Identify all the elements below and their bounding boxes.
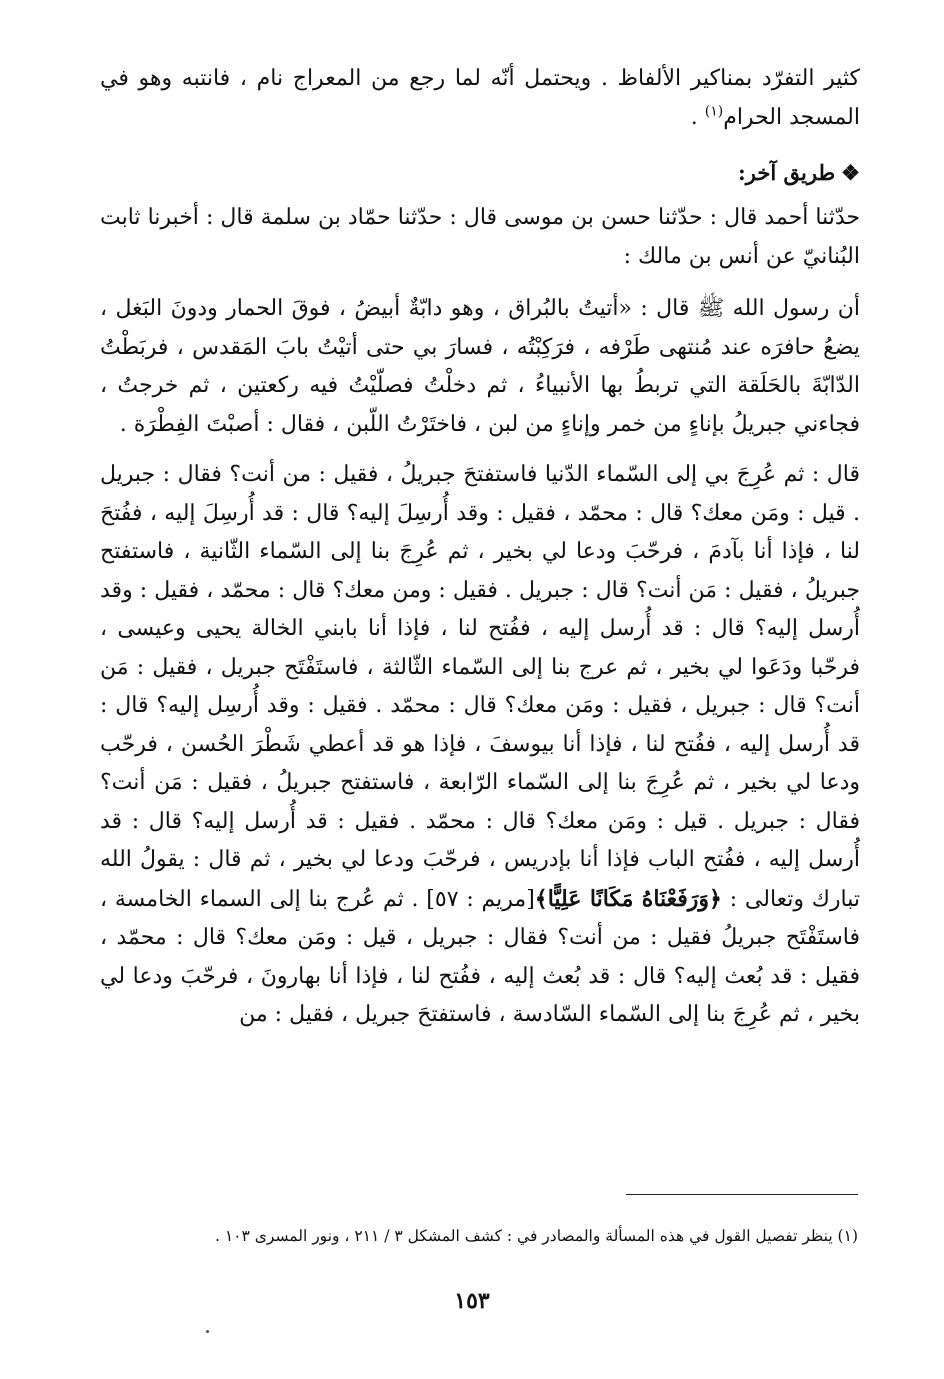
footnote-divider xyxy=(626,1194,858,1195)
diamond-bullet-icon: ❖ xyxy=(841,160,860,185)
hadith-paragraph-1: أن رسول الله ﷺ قال : «أتيتُ بالبُراق ، وهو دابّةٌ أبيضُ ، فوقَ الحمار ودونَ البَغل ، يضعُ حافرَه عند مُنتهى طَرْفه ، فرَكِبْتُه ، فسارَ بي حتى أتيْتُ بابَ المَقدس ، فربَطْتُ الدّابّةَ بالحَلَقة التي تربطُ بها الأنبياءُ ، ثم دخلْتُ فصلّيْتُ فيه ركعتين ، ثم خرجتُ ، فجاءني جبريلُ بإناءٍ من خمر وإناءٍ من لبن ، فاختَرْتُ اللّبن ، فقال : أصبْتَ الفِطْرَة . xyxy=(100,296,860,437)
page-number: ١٥٣ xyxy=(454,1288,490,1314)
isnad-paragraph: حدّثنا أحمد قال : حدّثنا حسن بن موسى قال : حدّثنا حمّاد بن سلمة قال : أخبرنا ثابت البُنانيّ عن أنس بن مالك : xyxy=(100,205,860,269)
intro-paragraph xyxy=(100,60,860,137)
section-heading-text: طريق آخر: xyxy=(738,160,836,185)
scan-speck xyxy=(206,1330,209,1333)
footnote-reference[interactable]: (١) xyxy=(704,103,724,120)
footnote: (١) ينظر تفصيل القول في هذه المسألة والمصادر في : كشف المشكل ٣ / ٢١١ ، ونور المسرى ١٠٣ . xyxy=(215,1227,858,1245)
hadith-text-before-ayah: قال : ثم عُرِجَ بي إلى السّماء الدّنيا فاستفتحَ جبريلُ ، فقيل : من أنت؟ فقال : جبريل . قيل : ومَن معك؟ قال : محمّد ، فقيل : وقد أُرسِلَ إليه؟ قال : قد أُرسِلَ إليه ، ففُتحَ لنا ، فإذا أنا بآدمَ ، فرحّبَ ودعا لي بخير ، ثم عُرِجَ بنا إلى السّماء الثّانية ، فاستفتح جبريلُ ، فقيل : مَن أنت؟ قال : جبريل . فقيل : ومن معك؟ قال : محمّد ، فقيل : وقد أُرسل إليه؟ قال : قد أُرسل إليه ، ففُتح لنا ، فإذا أنا بابني الخالة يحيى وعيسى ، فرحّبا ودَعَوا لي بخير ، ثم عرج بنا إلى السّماء الثّالثة ، فاستَفْتَح جبريل ، فقيل : مَن أنت؟ قال : جبريل ، فقيل : ومَن معك؟ قال : محمّد . فقيل : وقد أُرسِل إليه؟ قال : قد أُرسل إليه ، ففُتح لنا ، فإذا أنا بيوسفَ ، فإذا هو قد أعطي شَطْرَ الحُسن ، فرحّب ودعا لي بخير ، ثم عُرِجَ بنا إلى السّماء الرّابعة ، فاستفتح جبريلُ ، فقيل : مَن أنت؟ فقال : جبريل . قيل : ومَن معك؟ قال : محمّد . فقيل : قد أُرسل إليه؟ قال : قد أُرسل إليه ، ففُتح الباب فإذا أنا بإدريس ، فرحّبَ ودعا لي بخير ، ثم قال : يقولُ الله تبارك وتعالى : xyxy=(100,462,861,912)
intro-end: . xyxy=(690,104,705,130)
page-body xyxy=(100,60,860,1035)
quran-ayah: ﴿وَرَفَعْنَاهُ مَكَانًا عَلِيًّا﴾ xyxy=(534,885,722,912)
hadith-paragraph-2 xyxy=(100,456,860,1035)
section-heading xyxy=(100,155,860,191)
hadith-text-after-ayah: [مريم : ٥٧] . ثم عُرج بنا إلى السماء الخامسة ، فاستَفْتَح جبريلُ فقيل : من أنت؟ فقال : جبريل ، قيل : ومَن معك؟ قال : محمّد ، فقيل : قد بُعث إليه؟ قال : قد بُعث إليه ، ففُتح لنا ، فإذا أنا بهارونَ ، فرحّبَ ودعا لي بخير ، ثم عُرِجَ بنا إلى السّماء السّادسة ، فاستفتحَ جبريل ، فقيل : من xyxy=(100,886,860,1027)
intro-text: كثير التفرّد بمناكير الألفاظ . ويحتمل أنّه لما رجع من المعراج نام ، فانتبه وهو في المسجد الحرام xyxy=(100,66,860,130)
